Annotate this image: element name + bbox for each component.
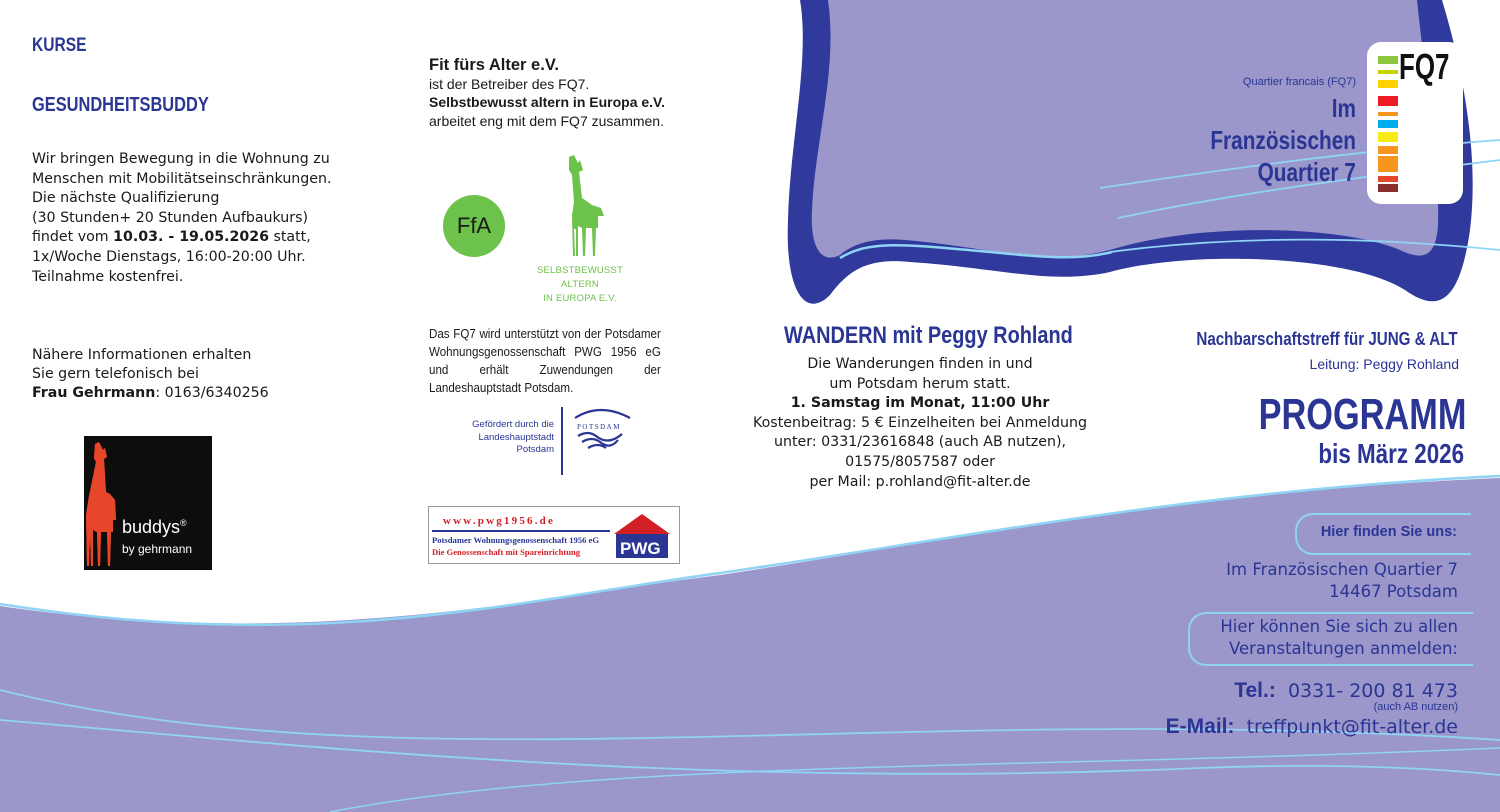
programm-period: bis März 2026	[1318, 438, 1464, 469]
anmelden-line: Veranstaltungen anmelden:	[1228, 639, 1458, 658]
wandern-line: unter: 0331/23616848 (auch AB nutzen),	[774, 434, 1066, 451]
quartier-subtitle: Quartier francais (FQ7)	[1242, 76, 1356, 88]
date-range: 10.03. - 19.05.2026	[113, 229, 269, 246]
intro-line: Wir bringen Bewegung in die Wohnung zu	[32, 151, 330, 167]
email-address[interactable]: treffpunkt@fit-alter.de	[1246, 716, 1458, 738]
phone-number[interactable]: 0331- 200 81 473	[1287, 680, 1458, 702]
finden-label: Hier finden Sie uns:	[1320, 524, 1457, 540]
pwg-line2: Die Genossenschaft mit Spareinrichtung	[432, 547, 581, 557]
gefoerdert-line: Potsdam	[516, 444, 554, 455]
org2-desc: arbeitet eng mit dem FQ7 zusammen.	[429, 112, 664, 129]
pwg-line1: Potsdamer Wohnungsgenossenschaft 1956 eG	[432, 535, 600, 545]
address-line: Im Französischen Quartier 7	[1226, 560, 1458, 579]
fee-line: Teilnahme kostenfrei.	[32, 268, 184, 285]
wandern-line: Kostenbeitrag: 5 € Einzelheiten bei Anmeldung	[753, 414, 1087, 431]
info-line: Sie gern telefonisch bei	[32, 366, 199, 382]
date-prefix: findet vom	[32, 229, 114, 246]
intro-line: Menschen mit Mobilitätseinschränkungen.	[32, 170, 332, 187]
wandern-line: 01575/8057587 oder	[845, 453, 995, 470]
ffa-logo: FfA	[443, 195, 505, 257]
contact-phone: : 0163/6340256	[155, 385, 269, 401]
contact-name: Frau Gehrmann	[32, 385, 156, 401]
fq7-logo-text: FQ7	[1399, 46, 1450, 87]
intro-line: Die nächste Qualifizierung	[32, 190, 220, 207]
schedule-line: 1x/Woche Dienstags, 16:00-20:00 Uhr.	[32, 248, 306, 265]
anmelden-line: Hier können Sie sich zu allen	[1220, 617, 1458, 636]
quartier-line: Quartier 7	[1257, 157, 1356, 187]
org1-name: Fit fürs Alter e.V.	[429, 56, 559, 74]
intro-line: (30 Stunden+ 20 Stunden Aufbaukurs)	[32, 209, 309, 226]
support-text: Das FQ7 wird unterstützt von der Potsdamer Wohnungsgenossenschaft PWG 1956 eG und erhält Zuwendungen der Landeshauptstadt Potsdam.	[429, 327, 661, 395]
gefoerdert-line: Landeshauptstadt	[478, 431, 554, 443]
org1-desc: ist der Betreiber des FQ7.	[429, 75, 590, 92]
programm-title: PROGRAMM	[1258, 390, 1467, 439]
heading-kurse: KURSE	[32, 35, 87, 56]
pwg-url: www.pwg1956.de	[443, 515, 556, 527]
info-line: Nähere Informationen erhalten	[32, 347, 252, 363]
heading-gesundheitsbuddy: GESUNDHEITSBUDDY	[32, 94, 209, 116]
gefoerdert-line: Gefördert durch die	[472, 419, 554, 430]
potsdam-logo-text: POTSDAM	[577, 423, 621, 431]
wandern-line: um Potsdam herum statt.	[829, 375, 1011, 392]
sae-line: SELBSTBEWUSST ALTERN	[536, 265, 623, 290]
wandern-title: WANDERN mit Peggy Rohland	[784, 322, 1073, 349]
nachbarschaftstreff-heading: Nachbarschaftstreff für JUNG & ALT	[1196, 328, 1458, 349]
svg-text:PWG: PWG	[620, 539, 661, 558]
date-suffix: statt,	[268, 229, 311, 246]
address-line: 14467 Potsdam	[1329, 582, 1458, 601]
sae-line: IN EUROPA E.V.	[543, 293, 617, 304]
org2-name: Selbstbewusst altern in Europa e.V.	[429, 94, 665, 110]
buddys-logo-by: by gehrmann	[122, 542, 193, 556]
wandern-line: per Mail: p.rohland@fit-alter.de	[809, 473, 1031, 490]
leitung-text: Leitung: Peggy Rohland	[1309, 356, 1459, 372]
quartier-line: Im Französischen	[1210, 93, 1356, 155]
wandern-line: Die Wanderungen finden in und	[807, 356, 1033, 372]
ab-note: (auch AB nutzen)	[1373, 701, 1458, 713]
phone-label: Tel.:	[1234, 679, 1276, 702]
email-label: E-Mail:	[1165, 715, 1235, 738]
wandern-schedule: 1. Samstag im Monat, 11:00 Uhr	[790, 395, 1050, 412]
buddys-logo-name: buddys®	[122, 517, 187, 537]
